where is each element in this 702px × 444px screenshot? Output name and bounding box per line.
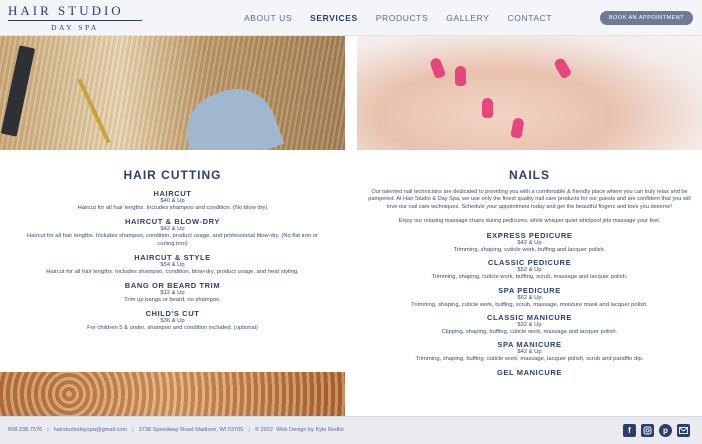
nail-shape [553, 57, 573, 80]
comb-shape [1, 45, 35, 136]
footer-info: 608.238.7576 | hairstudiodayspa@gmail.com | 3738 Speedway Road Madison, WI 53705 | © 2022 Web Design by Kyle Redlin [8, 427, 344, 433]
service-item [357, 231, 702, 254]
nav-services[interactable]: SERVICES [310, 13, 358, 23]
haircut-photo [0, 36, 345, 150]
curls-photo [0, 372, 345, 416]
service-price: $42 & Up [517, 240, 542, 247]
site-header [0, 0, 702, 36]
nail-shape [510, 117, 524, 139]
footer-copyright: © 2022 [254, 427, 273, 433]
service-price: $54 & Up [160, 261, 185, 268]
nails-title: NAILS [509, 168, 550, 182]
service-name: HAIRCUT & STYLE [134, 252, 211, 262]
service-price: $36 & Up [160, 318, 185, 325]
nav-about-us[interactable]: ABOUT US [244, 13, 293, 23]
service-description: Haircut for all hair lengths. Includes shampoo, condition, blow-dry, product usage, and heat styling. [46, 268, 299, 275]
service-description: For children 5 & under, shampoo and condition included. (optional) [87, 325, 258, 332]
service-item [357, 340, 702, 363]
service-item [357, 313, 702, 336]
footer-address: 3738 Speedway Road Madison, WI 53705 [138, 427, 244, 433]
service-item [0, 189, 345, 212]
logo[interactable] [8, 4, 144, 32]
service-item [357, 286, 702, 309]
glove-shape [176, 78, 285, 150]
hair-cutting-section [0, 168, 345, 338]
service-name: EXPRESS PEDICURE [486, 231, 573, 241]
service-price: $62 & Up [517, 294, 542, 301]
logo-rule [8, 20, 142, 21]
site-footer [0, 416, 702, 444]
email-icon[interactable] [677, 424, 690, 437]
service-description: Haircut for all hair lengths. Includes shampoo, condition, product usage, and professional blow-dry. (No flat iron or curling iron) [26, 233, 319, 247]
scissors-shape [77, 78, 110, 143]
service-item [0, 309, 345, 332]
service-name: CHILD'S CUT [145, 309, 200, 319]
service-name: SPA MANICURE [497, 340, 562, 350]
pinterest-icon[interactable]: p [659, 424, 672, 437]
nails-intro-massage: Enjoy our relaxing massage chairs during pedicures, while whisper quiet whirlpool jets massage your feet. [398, 217, 661, 224]
service-name: HAIRCUT [153, 189, 192, 198]
service-name: GEL MANICURE [497, 367, 562, 377]
service-price: $12 & Up [160, 290, 185, 297]
service-price: $32 & Up [517, 322, 542, 329]
service-description: Haircut for all hair lengths. Includes shampoo and condition. (No blow dry) [77, 205, 268, 211]
service-name: BANG OR BEARD TRIM [124, 281, 221, 291]
service-description: Trimming, shaping, cuticle work, buffing and lacquer polish. [453, 247, 606, 254]
nails-photo [357, 36, 702, 150]
nav-gallery[interactable]: GALLERY [446, 13, 490, 23]
service-description: Trimming, shaping, cuticle work, buffing, scrub, massage and lacquer polish. [431, 274, 628, 281]
service-description: Trimming, shaping, cuticle work, buffing, scrub, massage, moisture mask and lacquer polish. [411, 301, 648, 308]
nail-shape [482, 98, 493, 118]
service-item [0, 253, 345, 276]
footer-email[interactable]: hairstudiodayspa@gmail.com [53, 427, 128, 433]
service-description: Trim up bangs or beard, no shampoo. [124, 297, 221, 304]
instagram-icon[interactable] [641, 424, 654, 437]
nails-section [357, 168, 702, 381]
footer-credit[interactable]: Web Design by Kyle Redlin [276, 427, 344, 433]
service-name: CLASSIC MANICURE [486, 313, 573, 323]
service-item [0, 217, 345, 248]
service-name: HAIRCUT & BLOW-DRY [125, 217, 220, 227]
service-item [357, 258, 702, 281]
footer-phone[interactable]: 608.238.7576 [8, 427, 43, 433]
nav-contact[interactable]: CONTACT [507, 13, 553, 23]
service-description: Trimming, shaping, buffing, cuticle work, massage, lacquer polish, scrub and paraffin dip. [415, 356, 644, 363]
hair-cutting-title: HAIR CUTTING [123, 168, 222, 182]
book-appointment-button[interactable]: BOOK AN APPOINTMENT [600, 11, 693, 25]
service-name: SPA PEDICURE [498, 285, 561, 295]
service-price: $40 & Up [160, 198, 185, 204]
service-price: $42 & Up [517, 349, 542, 356]
service-price: $42 & Up [160, 226, 185, 233]
nav-products[interactable]: PRODUCTS [375, 13, 429, 23]
main-nav [244, 13, 570, 23]
nail-shape [429, 57, 446, 80]
service-price: $52 & Up [517, 267, 542, 274]
service-description: Clipping, shaping, buffing, cuticle work, massage and lacquer polish. [441, 329, 618, 336]
nails-intro: Our talented nail technicians are dedicated to providing you with a comfortable & friendly place where you can truly relax and be pampered. At Hair Studio & Day Spa, we use only the finest quality nail care products for our guests and are confident that you will love our nail care techniques. Schedule your appointment today and get the beautiful fingers and toes you deserve! [368, 189, 691, 210]
nail-shape [455, 66, 466, 86]
service-item [0, 281, 345, 304]
logo-main-text: HAIR STUDIO [8, 3, 124, 18]
logo-sub-text: DAY SPA [51, 23, 99, 32]
service-item [357, 368, 702, 377]
facebook-icon[interactable]: f [623, 424, 636, 437]
service-name: CLASSIC PEDICURE [487, 258, 572, 268]
